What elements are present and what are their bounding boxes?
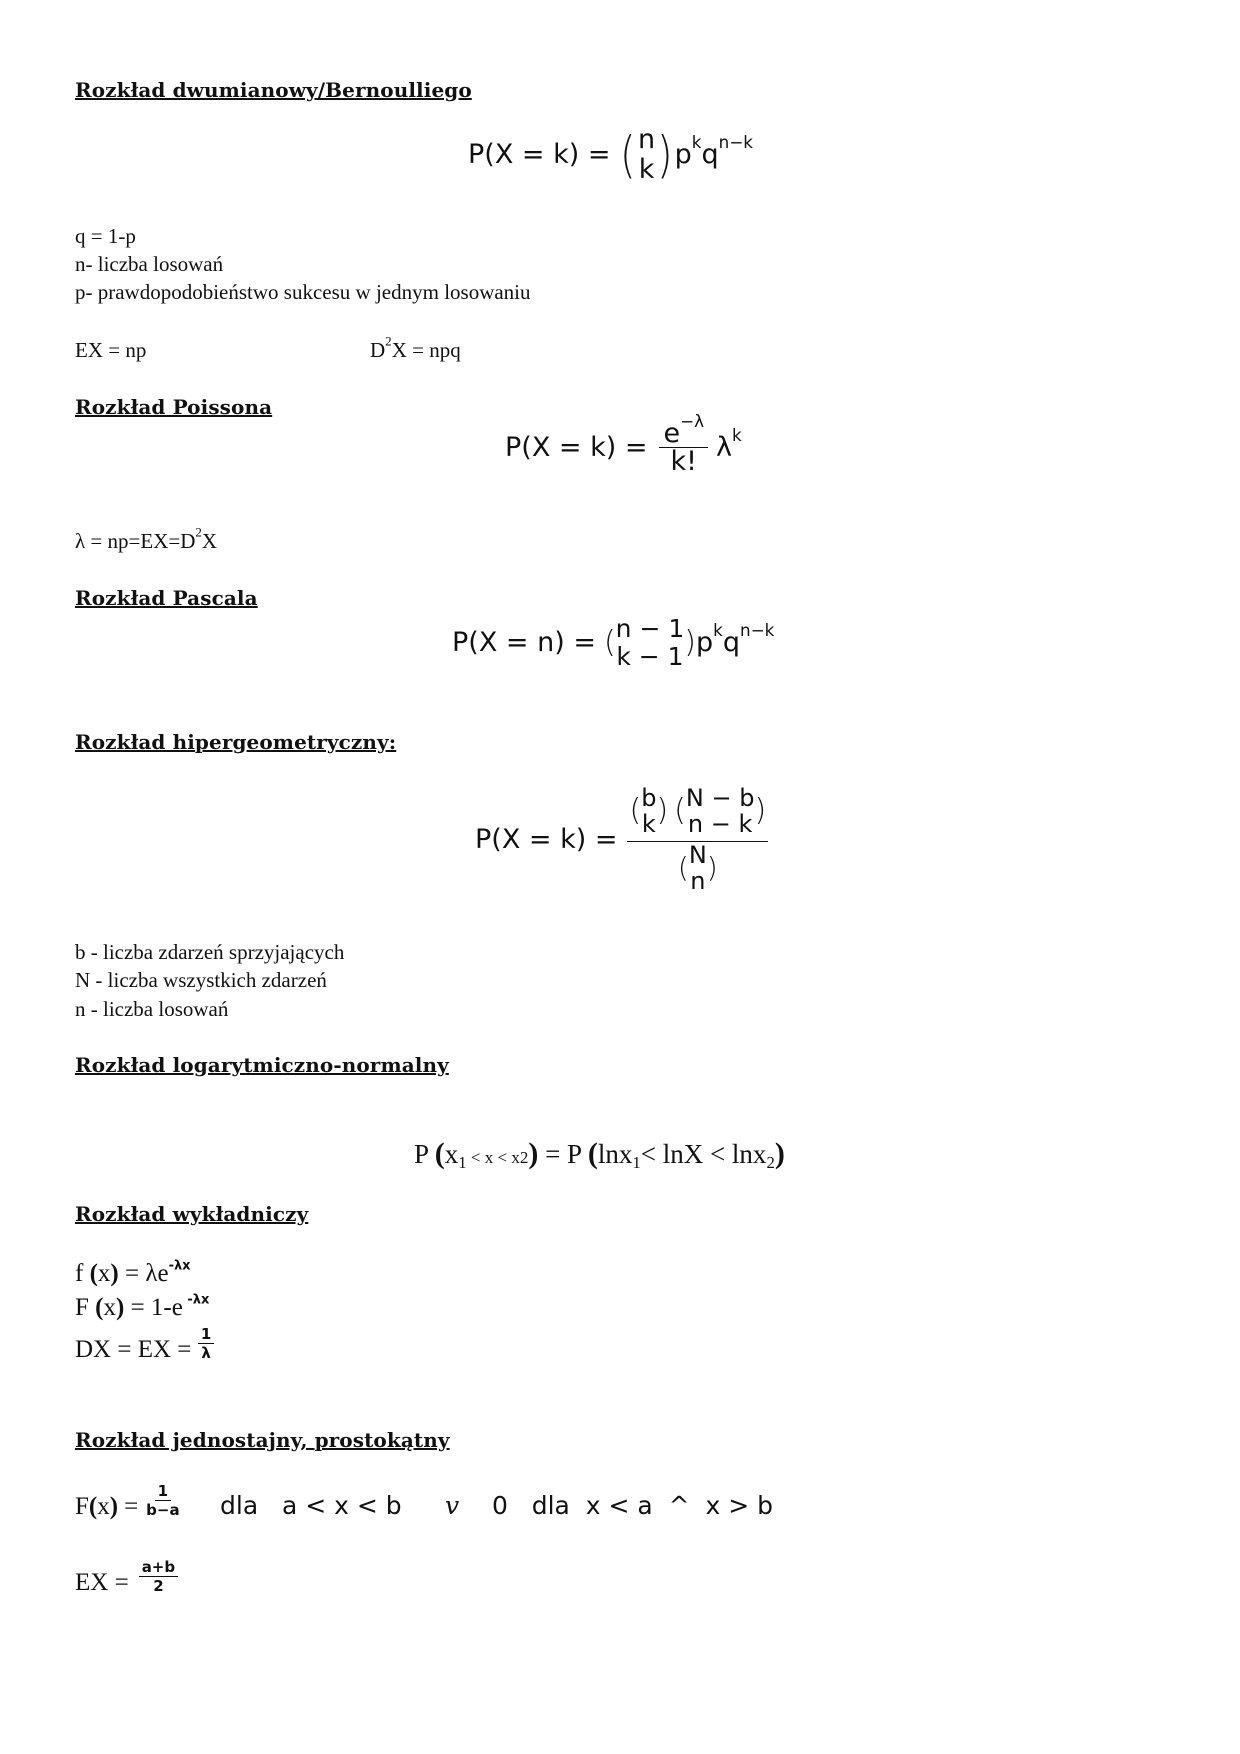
poisson-heading: Rozkład Poissona bbox=[75, 395, 273, 419]
poisson-num-exp: −λ bbox=[680, 410, 705, 431]
binomial-variance bbox=[370, 333, 461, 365]
hyper-formula-lhs: P(X = k) = bbox=[475, 824, 618, 856]
uniform-heading: Rozkład jednostajny, prostokątny bbox=[75, 1428, 450, 1452]
uniform-condition-2: 0 dla x < a ^ x > b bbox=[492, 1491, 773, 1520]
poisson-lambda-line bbox=[75, 524, 218, 556]
pascal-formula-lhs: P(X = n) = bbox=[452, 627, 596, 658]
lognormal-ln1: lnx bbox=[597, 1139, 633, 1169]
binomial-binom-top: n bbox=[638, 124, 656, 155]
exponential-cdf: F (x) = 1-e $^{-\lambda x}$ bbox=[75, 1292, 210, 1321]
uniform-expectation bbox=[75, 1558, 178, 1597]
lognormal-x2: x2 bbox=[511, 1148, 529, 1167]
binomial-variance-prefix: D bbox=[370, 338, 386, 362]
poisson-tail-exp: k bbox=[732, 424, 742, 445]
binomial-heading: Rozkład dwumianowy/Bernoulliego bbox=[75, 78, 472, 102]
exponential-f-arg: x bbox=[97, 1260, 111, 1287]
poisson-line-prefix: λ = np=EX=D bbox=[75, 529, 196, 553]
poisson-formula-lhs: P(X = k) = bbox=[505, 432, 648, 463]
uniform-ex-num: a+b bbox=[139, 1558, 178, 1577]
binomial-formula: P(X = k) = ( n k ) $p^kq^{n-k}$ bbox=[468, 124, 753, 185]
uniform-F-eq: = bbox=[124, 1493, 139, 1520]
hyper-N-top: N − b bbox=[685, 784, 755, 812]
uniform-F-num: 1 bbox=[155, 1482, 171, 1501]
pascal-binom-top: n − 1 bbox=[615, 614, 685, 643]
exponential-f-sup: -λx bbox=[168, 1258, 191, 1274]
exponential-F-arg: x bbox=[103, 1294, 116, 1321]
uniform-F-arg: x bbox=[97, 1493, 110, 1520]
exponential-moments bbox=[75, 1325, 215, 1364]
exponential-f-rhs: = λe bbox=[124, 1260, 169, 1287]
binomial-line-p: p- prawdopodobieństwo sukcesu w jednym losowaniu bbox=[75, 280, 531, 304]
hyper-line-n: n - liczba losowań bbox=[75, 997, 229, 1021]
uniform-F-label: F bbox=[75, 1493, 89, 1520]
pascal-q: q bbox=[722, 627, 740, 658]
lognormal-heading: Rozkład logarytmiczno-normalny bbox=[75, 1053, 449, 1077]
hyper-line-N: N - liczba wszystkich zdarzeń bbox=[75, 968, 327, 992]
hyper-heading: Rozkład hipergeometryczny: bbox=[75, 730, 397, 754]
hyper-b-bottom: k bbox=[641, 810, 656, 839]
exponential-F-label: F bbox=[75, 1294, 89, 1321]
poisson-num-base: e bbox=[663, 418, 681, 449]
hyper-line-b: b - liczba zdarzeń sprzyjających bbox=[75, 940, 345, 964]
poisson-den: k! bbox=[670, 446, 697, 477]
lognormal-ln2-sub: 2 bbox=[766, 1153, 775, 1173]
uniform-condition-1: dla a < x < b bbox=[220, 1491, 402, 1520]
binomial-expectation: EX = np bbox=[75, 338, 147, 362]
uniform-F-den: b−a bbox=[146, 1501, 180, 1519]
lognormal-ln-mid: < lnX < lnx bbox=[640, 1139, 767, 1169]
hyper-den-bottom: n bbox=[690, 867, 706, 896]
binomial-q-exp: n−k bbox=[718, 132, 753, 153]
pascal-formula: P(X = n) = ( n − 1 k − 1 ) $p^kq^{n-k}$ bbox=[452, 614, 775, 671]
uniform-or: v bbox=[445, 1491, 460, 1520]
binomial-line-n: n- liczba losowań bbox=[75, 252, 224, 276]
binomial-variance-sup: 2 bbox=[385, 333, 392, 349]
uniform-ex-lhs: EX = bbox=[75, 1569, 129, 1596]
binomial-p: p bbox=[674, 139, 692, 171]
poisson-line-sup: 2 bbox=[195, 524, 202, 540]
pascal-q-exp: n−k bbox=[739, 619, 775, 640]
lognormal-lt: < x < bbox=[470, 1148, 508, 1167]
poisson-formula bbox=[505, 410, 742, 477]
hyper-formula: P(X = k) = ( b k ) ( N − b n − k ) ( N n ) bbox=[475, 784, 767, 896]
poisson-tail-base: λ bbox=[716, 432, 733, 463]
pascal-p-exp: k bbox=[713, 619, 723, 640]
exponential-F-sup: -λx bbox=[182, 1292, 210, 1308]
lognormal-ln1-sub: 1 bbox=[632, 1153, 641, 1173]
exponential-heading: Rozkład wykładniczy bbox=[75, 1202, 309, 1226]
hyper-N-bottom: n − k bbox=[687, 810, 753, 839]
hyper-b-top: b bbox=[641, 784, 657, 812]
binomial-binom-bottom: k bbox=[638, 153, 655, 185]
lognormal-mid: = P bbox=[545, 1139, 582, 1169]
binomial-formula-lhs: P(X = k) = bbox=[468, 139, 611, 171]
exponential-d-lhs: DX = EX = bbox=[75, 1336, 192, 1363]
exponential-F-rhs: = 1-e bbox=[130, 1294, 183, 1321]
pascal-heading: Rozkład Pascala bbox=[75, 586, 258, 610]
binomial-variance-rest: X = npq bbox=[391, 338, 461, 362]
exponential-pdf: f $(x) = \lambda e^{-\lambda x}$ bbox=[75, 1258, 191, 1287]
binomial-q: q bbox=[701, 139, 719, 171]
lognormal-x1-sub: 1 bbox=[458, 1153, 467, 1173]
lognormal-x1: x bbox=[444, 1139, 459, 1169]
exponential-f-label: f bbox=[75, 1260, 84, 1287]
uniform-ex-den: 2 bbox=[153, 1577, 164, 1595]
lognormal-formula: P $(x_1 < x < x2) = P$ (lnx$_1$< lnX < lnx$_2$) bbox=[414, 1137, 785, 1173]
binomial-line-q: q = 1-p bbox=[75, 224, 136, 248]
hyper-den-top: N bbox=[688, 840, 707, 869]
binomial-p-exp: k bbox=[691, 132, 702, 153]
pascal-p: p bbox=[695, 627, 714, 658]
pascal-binom-bottom: k − 1 bbox=[616, 641, 684, 671]
lognormal-p: P bbox=[414, 1139, 429, 1169]
exponential-d-num: 1 bbox=[198, 1325, 214, 1344]
uniform-cdf: F ( x ) = $\frac{1}{b-a}$ bbox=[75, 1482, 184, 1521]
exponential-d-den: λ bbox=[201, 1344, 211, 1362]
poisson-line-rest: X bbox=[201, 529, 218, 553]
